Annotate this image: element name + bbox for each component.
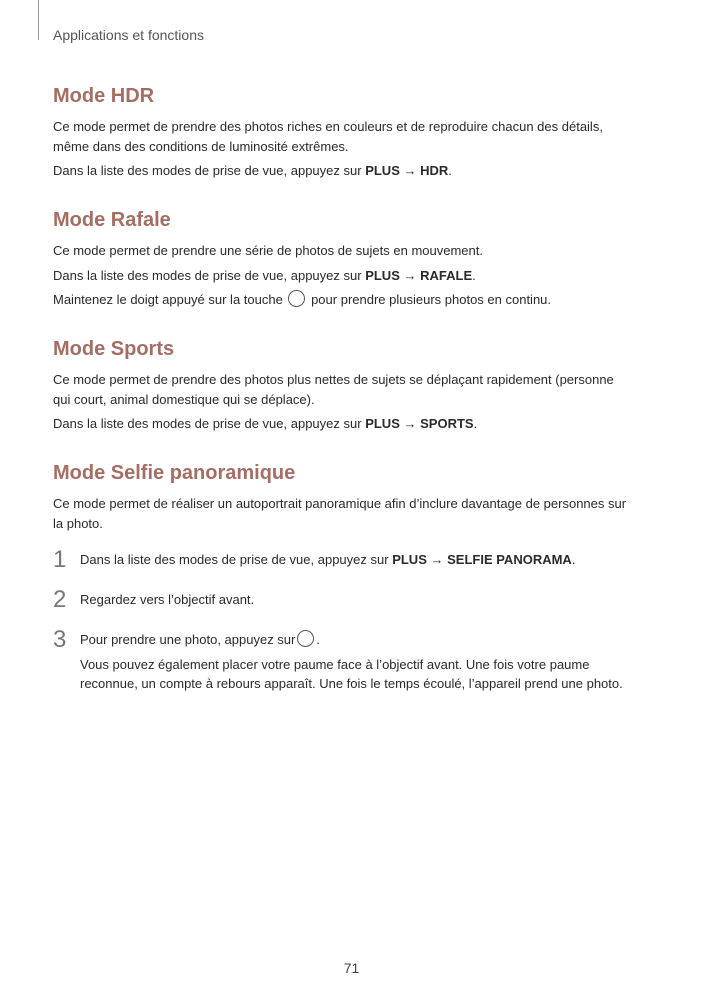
hdr-instr-prefix: Dans la liste des modes de prise de vue, appuyez sur: [53, 163, 362, 178]
shutter-button-icon: [297, 630, 314, 647]
step1-period: .: [571, 552, 576, 567]
rafale-hold-suffix: pour prendre plusieurs photos en continu.: [311, 292, 552, 307]
selfie-desc-line2: la photo.: [53, 515, 103, 531]
sports-period: .: [473, 416, 478, 431]
rafale-arrow: →: [403, 267, 417, 283]
hdr-arrow: →: [403, 163, 417, 178]
sports-instr-prefix: Dans la liste des modes de prise de vue, appuyez sur: [53, 416, 362, 431]
section-title-sports: Mode Sports: [53, 338, 175, 360]
sports-instruction: [53, 414, 653, 434]
hdr-instruction: [53, 161, 653, 181]
rafale-hold-prefix: Maintenez le doigt appuyé sur la touche: [53, 292, 283, 307]
section-title-selfie: Mode Selfie panoramique: [53, 462, 296, 484]
selfie-description: [53, 494, 653, 533]
sports-arrow: →: [403, 416, 417, 431]
sports-desc-line2: qui court, animal domestique qui se déplace).: [53, 391, 315, 407]
sports-desc-line1: Ce mode permet de prendre des photos plus nettes de sujets se déplaçant rapidement (personne: [53, 372, 614, 387]
step-number-3: 3: [53, 626, 67, 653]
rafale-instr-prefix: Dans la liste des modes de prise de vue, appuyez sur: [53, 267, 362, 283]
step-number-1: 1: [53, 546, 67, 573]
hdr-plus-keyword: PLUS: [365, 163, 400, 178]
rafale-hold-instruction: [53, 290, 653, 310]
hdr-desc-line2: même dans des conditions de luminosité extrêmes.: [53, 138, 349, 154]
section-hdr: [53, 84, 653, 181]
step1-mode-keyword: SELFIE PANORAMA: [447, 552, 572, 567]
step3-prefix: Pour prendre une photo, appuyez sur: [80, 632, 296, 647]
sports-mode-keyword: SPORTS: [420, 416, 474, 431]
sports-description: [53, 370, 653, 409]
rafale-mode-keyword: RAFALE: [420, 267, 473, 283]
selfie-desc-line1: Ce mode permet de réaliser un autoportrait panoramique afin d’inclure davantage de personnes sur: [53, 496, 627, 511]
section-title-rafale: Mode Rafale: [53, 209, 171, 231]
rafale-plus-keyword: PLUS: [365, 267, 400, 283]
step-text-3: [80, 630, 650, 694]
section-selfie: [53, 461, 653, 533]
step1-prefix: Dans la liste des modes de prise de vue, appuyez sur: [80, 552, 389, 567]
header-title: Applications et fonctions: [53, 27, 204, 43]
step3-note-line1: Vous pouvez également placer votre paume face à l’objectif avant. Une fois votre paume: [80, 656, 590, 672]
hdr-mode-keyword: HDR: [420, 163, 449, 178]
rafale-description: Ce mode permet de prendre une série de photos de sujets en mouvement.: [53, 243, 483, 258]
step-text-1: [80, 550, 650, 570]
hdr-description: [53, 117, 653, 156]
step1-arrow: →: [430, 552, 444, 567]
step-text-2: Regardez vers l’objectif avant.: [80, 592, 255, 607]
rafale-instruction: [53, 266, 653, 286]
rafale-period: .: [472, 267, 476, 283]
page-number: 71: [343, 960, 360, 976]
step-number-2: 2: [53, 586, 67, 613]
shutter-button-icon: [288, 290, 305, 307]
step1-plus-keyword: PLUS: [392, 552, 427, 567]
step3-note-line2: reconnue, un compte à rebours apparaît. Une fois le temps écoulé, l’appareil prend une photo.: [80, 676, 623, 691]
step3-note: [80, 655, 650, 694]
hdr-desc-line1: Ce mode permet de prendre des photos riches en couleurs et de reproduire chacun des détails,: [53, 119, 603, 134]
header-divider: [38, 0, 39, 40]
section-rafale: [53, 208, 653, 310]
sports-plus-keyword: PLUS: [365, 416, 400, 431]
section-sports: [53, 337, 653, 434]
hdr-period: .: [448, 163, 452, 178]
section-title-hdr: Mode HDR: [53, 85, 155, 107]
step3-period: .: [316, 632, 320, 647]
